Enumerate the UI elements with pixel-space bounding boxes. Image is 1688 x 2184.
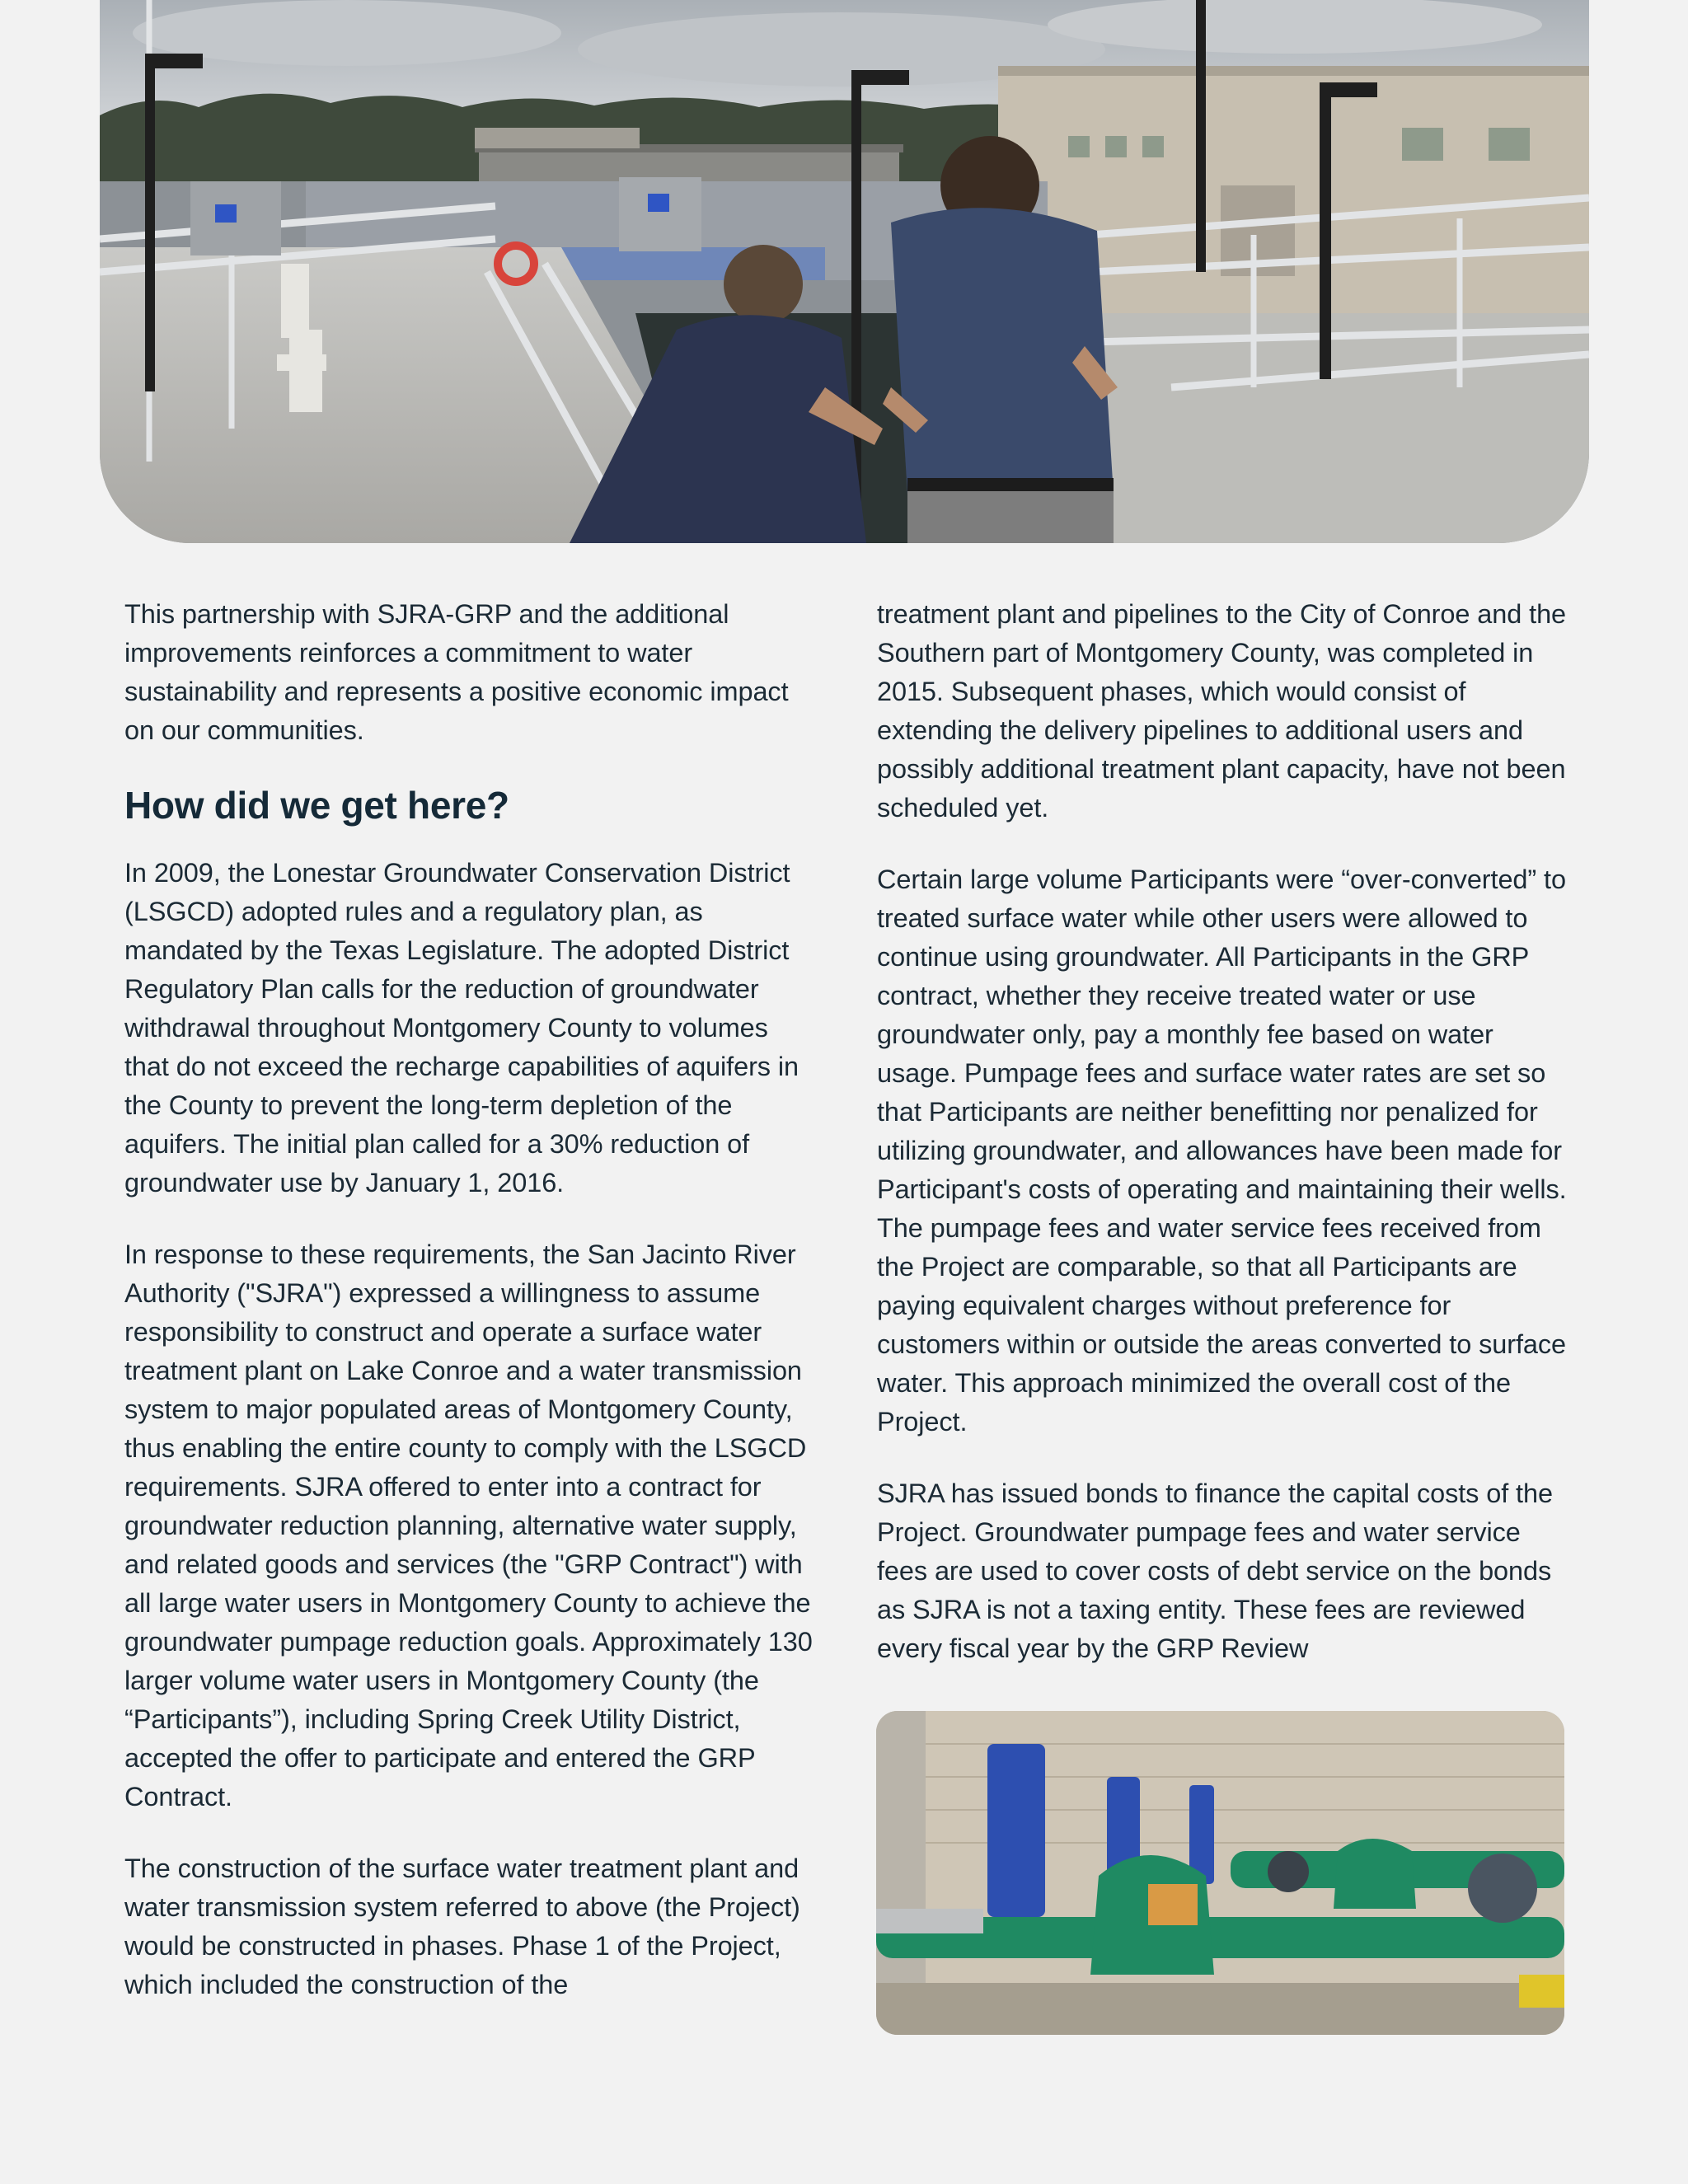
body-paragraph: The construction of the surface water treatment plant and water transmission system referred to above (the Project) would be constructed in phases. Phase 1 of the Project, which included the construction of the bbox=[124, 1854, 800, 1999]
body-paragraph: treatment plant and pipelines to the City of Conroe and the Southern part of Montgomery County, was completed in 2015. Subsequent phases, which would consist of extending the delivery pipelines to additional users and possibly additional treatment plant capacity, have not been scheduled yet. bbox=[877, 599, 1567, 823]
left-column bbox=[124, 595, 817, 2037]
intro-paragraph: This partnership with SJRA-GRP and the additional improvements reinforces a commitment to water sustainability and represents a positive economic impact on our communities. bbox=[124, 599, 789, 745]
pump-room-photo bbox=[876, 1711, 1564, 2035]
hero-photo-treatment-plant bbox=[100, 0, 1589, 543]
pump-room-illustration bbox=[876, 1711, 1564, 2035]
right-column bbox=[877, 595, 1569, 1701]
body-paragraph: In response to these requirements, the San Jacinto River Authority ("SJRA") expressed a willingness to assume responsibility to construct and operate a surface water treatment plant on Lake Conroe and a water transmission system to major populated areas of Montgomery County, thus enabling the entire county to comply with the LSGCD requirements. SJRA offered to enter into a contract for groundwater reduction planning, alternative water supply, and related goods and services (the "GRP Contract") with all large water users in Montgomery County to achieve the groundwater pumpage reduction goals. Approximately 130 larger volume water users in Montgomery County (the “Participants”), including Spring Creek Utility District, accepted the offer to participate and entered the GRP Contract. bbox=[124, 1240, 813, 1811]
body-paragraph: SJRA has issued bonds to finance the capital costs of the Project. Groundwater pumpage fees and water service fees are used to cover costs of debt service on the bonds as SJRA is not a taxing entity. These fees are reviewed every fiscal year by the GRP Review bbox=[877, 1479, 1553, 1663]
treatment-plant-illustration bbox=[100, 0, 1589, 543]
section-heading: How did we get here? bbox=[124, 784, 509, 827]
pump-motor bbox=[1468, 1854, 1537, 1923]
body-paragraph: Certain large volume Participants were “over-converted” to treated surface water while other users were allowed to continue using groundwater. All Participants in the GRP contract, whether they receive treated water or use groundwater only, pay a monthly fee based on water usage. Pumpage fees and surface water rates are set so that Participants are neither benefitting nor penalized for utilizing groundwater, and allowances have been made for Participant's costs of operating and maintaining their wells. The pumpage fees and water service fees received from the Project are comparable, so that all Participants are paying equivalent charges without preference for customers within or outside the areas converted to surface water. This approach minimized the overall cost of the Project. bbox=[877, 865, 1567, 1436]
body-paragraph: In 2009, the Lonestar Groundwater Conservation District (LSGCD) adopted rules and a regulatory plan, as mandated by the Texas Legislature. The adopted District Regulatory Plan calls for the reduction of groundwater withdrawal throughout Montgomery County to volumes that do not exceed the recharge capabilities of aquifers in the County to prevent the long-term depletion of the aquifers. The initial plan called for a 30% reduction of groundwater use by January 1, 2016. bbox=[124, 858, 799, 1197]
control-box bbox=[619, 177, 701, 251]
